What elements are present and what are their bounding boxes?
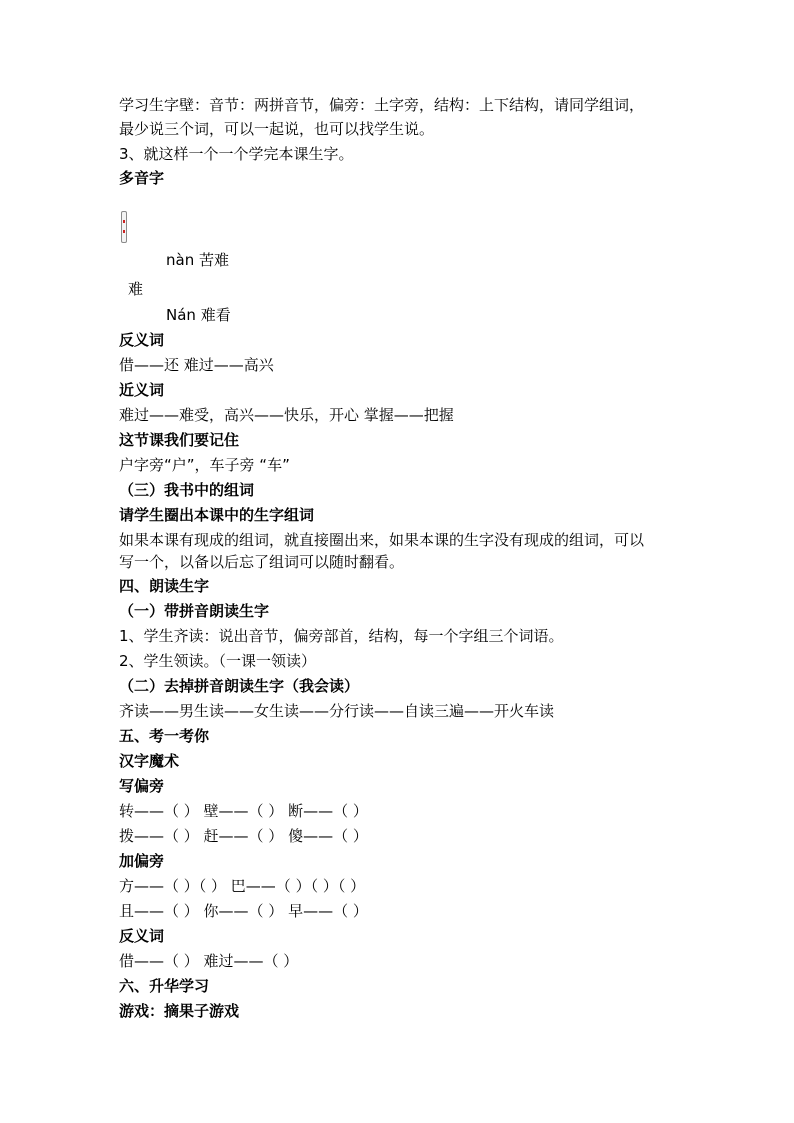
heading-read-with-pinyin: （一）带拼音朗读生字: [119, 602, 270, 620]
paragraph-line: 写一个，以备以后忘了组词可以随时翻看。: [119, 553, 405, 571]
heading-section-4: 四、朗读生字: [119, 577, 210, 595]
exercise-line: 借——（ ） 难过——（ ）: [119, 952, 299, 970]
paragraph-line: 齐读——男生读——女生读——分行读——自读三遍——开火车读: [119, 702, 555, 720]
paragraph-line: 3、就这样一个一个学完本课生字。: [119, 145, 354, 163]
heading-game: 游戏：摘果子游戏: [119, 1002, 240, 1020]
heading-remember: 这节课我们要记住: [119, 431, 240, 449]
heading-polyphone: 多音字: [119, 169, 165, 187]
polyphone-character: 难: [128, 280, 144, 298]
heading-read-without-pinyin: （二）去掉拼音朗读生字（我会读）: [119, 677, 360, 695]
paragraph-line: 借——还 难过——高兴: [119, 356, 274, 374]
heading-synonyms: 近义词: [119, 381, 165, 399]
paragraph-line: 难过——难受，高兴——快乐，开心 掌握——把握: [119, 406, 454, 424]
polyphone-reading-2: Nán 难看: [166, 306, 231, 324]
heading-antonyms: 反义词: [119, 331, 165, 349]
bracket-icon: [121, 211, 127, 243]
exercise-line: 且——（ ） 你——（ ） 早——（ ）: [119, 902, 368, 920]
exercise-line: 方——（ ）（ ） 巴——（ ）（ ）（ ）: [119, 877, 366, 895]
heading-section-3: （三）我书中的组词: [119, 481, 255, 499]
heading-write-radical: 写偏旁: [119, 777, 165, 795]
paragraph-line: 2、学生领读。（一课一领读）: [119, 652, 317, 670]
exercise-line: 拨——（ ） 赶——（ ） 傻——（ ）: [119, 827, 368, 845]
paragraph-line: 1、学生齐读：说出音节，偏旁部首，结构，每一个字组三个词语。: [119, 627, 564, 645]
paragraph-line: 学习生字壁：音节：两拼音节，偏旁：土字旁，结构：上下结构，请同学组词，: [119, 96, 645, 114]
heading-circle-words: 请学生圈出本课中的生字组词: [119, 506, 315, 524]
heading-character-magic: 汉字魔术: [119, 752, 180, 770]
heading-section-5: 五、考一考你: [119, 727, 210, 745]
paragraph-line: 如果本课有现成的组词，就直接圈出来，如果本课的生字没有现成的组词，可以: [119, 531, 645, 549]
polyphone-reading-1: nàn 苦难: [166, 251, 229, 269]
exercise-line: 转——（ ） 壁——（ ） 断——（ ）: [119, 802, 368, 820]
heading-antonyms-exercise: 反义词: [119, 927, 165, 945]
heading-add-radical: 加偏旁: [119, 852, 165, 870]
paragraph-line: 户字旁“户”，车子旁 “车”: [119, 456, 290, 474]
paragraph-line: 最少说三个词，可以一起说，也可以找学生说。: [119, 120, 435, 138]
heading-section-6: 六、升华学习: [119, 977, 210, 995]
